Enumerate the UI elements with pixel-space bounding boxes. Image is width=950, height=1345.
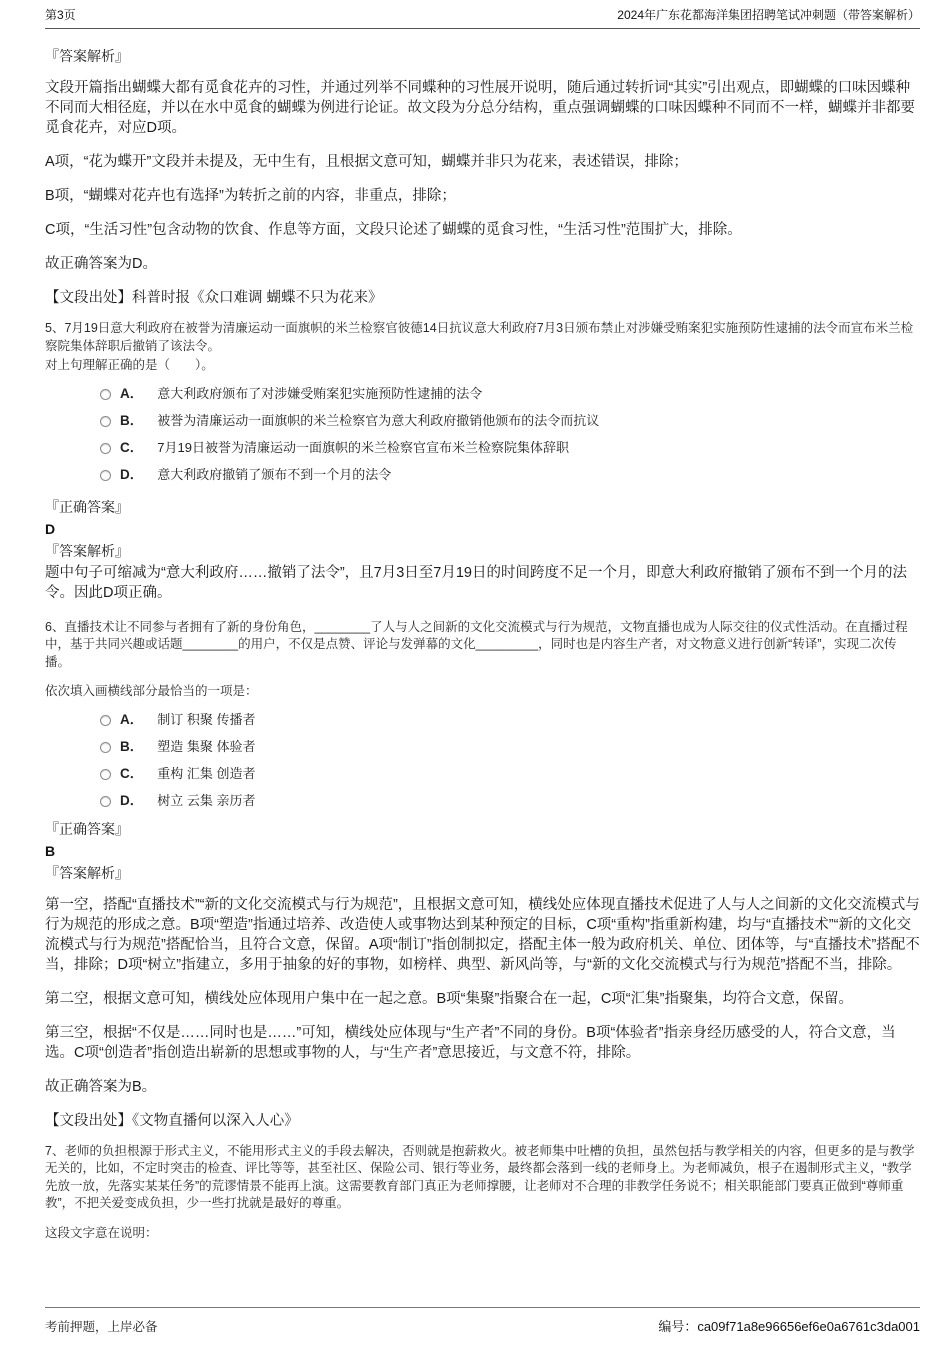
q7-prompt: 这段文字意在说明： [45,1225,158,1240]
radio-button-icon[interactable] [100,416,111,427]
radio-button-icon[interactable] [100,443,111,454]
footer-slogan: 考前押题，上岸必备 [45,1320,158,1334]
option-text: 塑造 集聚 体验者 [157,738,256,754]
q6-option-c [100,765,920,782]
q6-analysis-p2: 第二空，根据文意可知，横线处应体现用户集中在一起之意。B项“集聚”指聚合在一起，C项“汇集”指聚集，均符合文意，保留。 [45,990,853,1007]
radio-button-icon[interactable] [100,715,111,726]
option-text: 7月19日被誉为清廉运动一面旗帜的米兰检察官宣布米兰检察院集体辞职 [157,439,569,455]
q4-option-c-analysis: C项，“生活习性”包含动物的饮食、作息等方面，文段只论述了蝴蝶的觅食习性，“生活习性”范围扩大，排除。 [45,222,742,238]
q4-option-b-analysis: B项，“蝴蝶对花卉也有选择”为转折之前的内容，非重点，排除； [45,188,456,204]
q6-conclusion: 故正确答案为B。 [45,1078,157,1095]
q6-answer-label: 『正确答案』 [45,820,129,837]
option-letter: A． [120,711,144,727]
page-number: 第3页 [45,8,76,22]
q6-analysis-label: 『答案解析』 [45,864,129,881]
option-letter: C． [120,765,144,781]
q6-source: 【文段出处】《文物直播何以深入人心》 [45,1112,299,1129]
q6-stem: 6、直播技术让不同参与者拥有了新的身份角色，________了人与人之间新的文化交流模式与行为规范，文物直播也成为人际交往的仪式性活动。在直播过程中，基于共同兴趣或话题________的用户，不仅是点赞、评论与发弹幕的文化_________，同时也是内容生产者，对文物意义进行创新“转译”，实现二次传播。 [45,619,908,669]
option-text: 意大利政府撤销了颁布不到一个月的法令 [157,466,392,482]
option-letter: C． [120,439,144,455]
page-footer [45,1307,920,1335]
q6-analysis-p3: 第三空，根据“不仅是……同时也是……”可知，横线处应体现与“生产者”不同的身份。B项“体验者”指亲身经历感受的人，符合文意，当选。C项“创造者”指创造出崭新的思想或事物的人，与“生产者”意思接近，与文意不符，排除。 [45,1024,896,1061]
option-text: 被誉为清廉运动一面旗帜的米兰检察官为意大利政府撤销他颁布的法令而抗议 [157,412,600,428]
q7-stem: 7、老师的负担根源于形式主义，不能用形式主义的手段去解决，否则就是抱薪救火。被老师集中吐槽的负担，虽然包括与教学相关的内容，但更多的是与教学无关的，比如，不定时突击的检查、评比等等，甚至社区、保险公司、银行等业务，最终都会落到一线的老师身上。为老师减负，根子在遏制形式主义，“教学先放一放，先落实某某任务”的荒谬情景不能再上演。这需要教育部门真正为老师撑腰，让老师对不合理的非教学任务说不；相关职能部门要真正做到“尊师重教”，不把关爱变成负担，少一些打扰就是最好的尊重。 [45,1143,915,1210]
page-header [45,6,920,29]
option-letter: D． [120,466,144,482]
q5-answer-label: 『正确答案』 [45,498,129,515]
document-title: 2024年广东花都海洋集团招聘笔试冲刺题（带答案解析） [617,8,920,22]
q5-option-d [100,466,920,483]
q4-analysis-paragraph: 文段开篇指出蝴蝶大都有觅食花卉的习性，并通过列举不同蝶种的习性展开说明，随后通过转折词“其实”引出观点，即蝴蝶的口味因蝶种不同而大相径庭，并以在水中觅食的蝴蝶为例进行论证。故文段为分总分结构，重点强调蝴蝶的口味因蝶种不同而不一样，蝴蝶并非都要觅食花卉，对应D项。 [45,80,915,136]
option-text: 制订 积聚 传播者 [157,711,256,727]
q4-analysis-label: 『答案解析』 [45,48,129,64]
option-text: 意大利政府颁布了对涉嫌受贿案犯实施预防性逮捕的法令 [157,385,483,401]
q6-option-d [100,792,920,809]
option-text: 树立 云集 亲历者 [157,792,256,808]
q5-option-a [100,385,920,402]
option-letter: D． [120,792,144,808]
radio-button-icon[interactable] [100,389,111,400]
q6-analysis-p1: 第一空，搭配“直播技术”“新的文化交流模式与行为规范”，且根据文意可知，横线处应体现直播技术促进了人与人之间新的文化交流模式与行为规范的形成之意。B项“塑造”指通过培养、改造使人或事物达到某种预定的目标，C项“重构”指重新构建，均与“直播技术”“新的文化交流模式与行为规范”搭配恰当，且符合文意，保留。A项“制订”指创制拟定，搭配主体一般为政府机关、单位、团体等，与“直播技术”搭配不当，排除；D项“树立”指建立，多用于抽象的好的事物，如榜样、典型、新风尚等，与“新的文化交流模式与行为规范”搭配不当，排除。 [45,896,920,973]
radio-button-icon[interactable] [100,742,111,753]
q6-answer: B [45,842,56,859]
q4-conclusion: 故正确答案为D。 [45,256,157,272]
footer-serial-number: 编号：ca09f71a8e96656ef6e0a6761c3da001 [658,1319,920,1334]
option-letter: B． [120,738,144,754]
q5-analysis: 题中句子可缩减为“意大利政府……撤销了法令”，且7月3日至7月19日的时间跨度不足一个月，即意大利政府撤销了颁布不到一个月的法令。因此D项正确。 [45,564,907,601]
radio-button-icon[interactable] [100,796,111,807]
radio-button-icon[interactable] [100,470,111,481]
q5-option-c [100,439,920,456]
q5-analysis-label: 『答案解析』 [45,542,129,559]
q5-answer: D [45,520,56,537]
option-letter: B． [120,412,144,428]
q5-prompt: 对上句理解正确的是（ ）。 [45,358,214,372]
radio-button-icon[interactable] [100,769,111,780]
q4-option-a-analysis: A项，“花为蝶开”文段并未提及，无中生有，且根据文意可知，蝴蝶并非只为花来，表述错误，排除； [45,154,688,170]
q6-option-b [100,738,920,755]
q6-option-a [100,711,920,728]
page-content [45,46,920,1256]
q6-options [45,711,920,809]
q5-option-b [100,412,920,429]
q5-options [45,385,920,483]
q4-source: 【文段出处】科普时报《众口难调 蝴蝶不只为花来》 [45,290,383,306]
q6-prompt: 依次填入画横线部分最恰当的一项是： [45,684,258,698]
option-text: 重构 汇集 创造者 [157,765,256,781]
q5-stem: 5、7月19日意大利政府在被誉为清廉运动一面旗帜的米兰检察官彼德14日抗议意大利政府7月3日颁布禁止对涉嫌受贿案犯实施预防性逮捕的法令而宣布米兰检察院集体辞职后撤销了该法令。 [45,321,914,353]
option-letter: A． [120,385,144,401]
